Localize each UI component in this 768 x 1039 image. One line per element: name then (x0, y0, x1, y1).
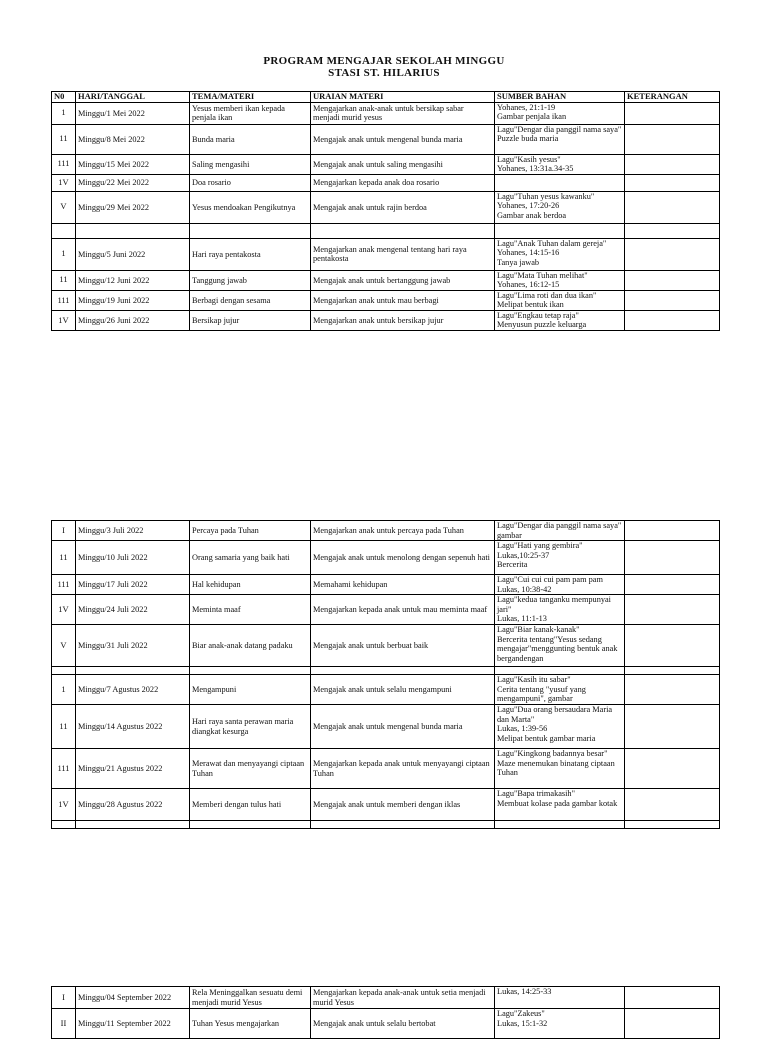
cell-theme: Mengampuni (190, 675, 311, 705)
document-subtitle: STASI ST. HILARIUS (328, 67, 440, 79)
header-description: URAIAN MATERI (311, 92, 495, 103)
cell-theme: Rela Meninggalkan sesuatu demi menjadi murid Yesus (190, 987, 311, 1009)
source-line: Lagu"Cui cui cui pam pam pam (497, 575, 603, 585)
schedule-table-may-june (51, 91, 720, 331)
table-row (52, 191, 720, 223)
cell-date: Minggu/12 Juni 2022 (76, 270, 190, 290)
source-line: Melipat bentuk gambar maria (497, 733, 596, 743)
cell-no (52, 821, 76, 829)
source-line: Lagu"Anak Tuhan dalam gereja" (497, 238, 607, 248)
cell-no: 1V (52, 310, 76, 330)
cell-date: Minggu/1 Mei 2022 (76, 102, 190, 124)
table-row (52, 102, 720, 124)
source-line: Maze menemukan binatang ciptaan Tuhan (497, 758, 615, 778)
cell-date: Minggu/31 Juli 2022 (76, 625, 190, 667)
table-row (52, 238, 720, 270)
cell-description: Mengajarkan anak mengenal tentang hari raya pentakosta (311, 238, 495, 270)
source-line: Lukas, 15:1-32 (497, 1018, 548, 1028)
cell-no: 111 (52, 749, 76, 789)
cell-theme: Tanggung jawab (190, 270, 311, 290)
cell-date (76, 667, 190, 675)
cell-notes (625, 595, 720, 625)
header-notes: KETERANGAN (625, 92, 720, 103)
cell-notes (625, 987, 720, 1009)
cell-description: Mengajarkan kepada anak untuk menyayangi ciptaan Tuhan (311, 749, 495, 789)
cell-theme: Hal kehidupan (190, 575, 311, 595)
table-row (52, 595, 720, 625)
header-row (52, 92, 720, 103)
cell-date: Minggu/28 Agustus 2022 (76, 789, 190, 821)
cell-source (495, 625, 625, 667)
source-line: Bercerita (497, 560, 528, 570)
cell-source (495, 270, 625, 290)
cell-no: 111 (52, 290, 76, 310)
cell-source (495, 705, 625, 749)
cell-source (495, 667, 625, 675)
cell-theme: Biar anak-anak datang padaku (190, 625, 311, 667)
cell-description (311, 223, 495, 238)
table-row (52, 625, 720, 667)
cell-source (495, 987, 625, 1009)
document-title: PROGRAM MENGAJAR SEKOLAH MINGGU (263, 55, 505, 67)
table-row (52, 821, 720, 829)
cell-theme: Doa rosario (190, 174, 311, 191)
cell-description: Mengajak anak untuk rajin berdoa (311, 191, 495, 223)
source-line: Gambar anak berdoa (497, 210, 567, 220)
cell-notes (625, 675, 720, 705)
source-line: Lagu"Mata Tuhan melihat" (497, 270, 588, 280)
cell-notes (625, 223, 720, 238)
cell-no: 1 (52, 238, 76, 270)
cell-no: 11 (52, 124, 76, 154)
cell-source (495, 124, 625, 154)
table-row (52, 310, 720, 330)
cell-no: 1V (52, 595, 76, 625)
cell-notes (625, 789, 720, 821)
cell-notes (625, 521, 720, 541)
cell-theme: Hari raya santa perawan maria diangkat kesurga (190, 705, 311, 749)
cell-description: Mengajak anak untuk selalu mengampuni (311, 675, 495, 705)
header-source: SUMBER BAHAN (495, 92, 625, 103)
cell-no: 11 (52, 541, 76, 575)
cell-source (495, 521, 625, 541)
cell-source (495, 575, 625, 595)
cell-no: 11 (52, 270, 76, 290)
header-theme: TEMA/MATERI (190, 92, 311, 103)
cell-date: Minggu/8 Mei 2022 (76, 124, 190, 154)
cell-no: 11 (52, 705, 76, 749)
source-line: Lagu"Dengar dia panggil nama saya" (497, 124, 622, 134)
cell-theme: Yesus memberi ikan kepada penjala ikan (190, 102, 311, 124)
source-line: Tanya jawab (497, 257, 540, 267)
cell-description (311, 667, 495, 675)
table-row (52, 987, 720, 1009)
cell-no: 1V (52, 789, 76, 821)
cell-description: Mengajak anak untuk mengenal bunda maria (311, 124, 495, 154)
source-line: Lagu"Bapa trimakasih" (497, 789, 575, 799)
cell-date: Minggu/11 September 2022 (76, 1009, 190, 1039)
table-row (52, 521, 720, 541)
cell-no: 1 (52, 675, 76, 705)
table-row (52, 675, 720, 705)
source-line: Lukas, 11:1-13 (497, 614, 547, 624)
cell-date: Minggu/21 Agustus 2022 (76, 749, 190, 789)
source-line: Lukas, 1:39-56 (497, 724, 548, 734)
cell-no: 1 (52, 102, 76, 124)
header-no: N0 (52, 92, 76, 103)
cell-description: Mengajarkan anak-anak untuk bersikap sabar menjadi murid yesus (311, 102, 495, 124)
source-line: Menyusun puzzle keluarga (497, 320, 587, 330)
source-line: Yohanes, 13:31a.34-35 (497, 164, 574, 174)
cell-date: Minggu/19 Juni 2022 (76, 290, 190, 310)
cell-source (495, 821, 625, 829)
table-row (52, 705, 720, 749)
cell-description: Mengajak anak untuk bertanggung jawab (311, 270, 495, 290)
schedule-table-july-august (51, 520, 720, 829)
cell-notes (625, 290, 720, 310)
cell-theme: Berbagi dengan sesama (190, 290, 311, 310)
cell-description: Mengajak anak untuk selalu bertobat (311, 1009, 495, 1039)
cell-date: Minggu/14 Agustus 2022 (76, 705, 190, 749)
source-line: Yohanes, 17:20-26 (497, 201, 560, 211)
table-row (52, 749, 720, 789)
cell-notes (625, 625, 720, 667)
cell-date: Minggu/24 Juli 2022 (76, 595, 190, 625)
cell-date: Minggu/26 Juni 2022 (76, 310, 190, 330)
source-line: Puzzle buda maria (497, 134, 559, 144)
cell-theme: Memberi dengan tulus hati (190, 789, 311, 821)
source-line: Lagu"Biar kanak-kanak" (497, 625, 580, 635)
cell-date: Minggu/7 Agustus 2022 (76, 675, 190, 705)
cell-no: 111 (52, 575, 76, 595)
source-line: Lagu"kedua tanganku mempunyai jari" (497, 595, 611, 614)
source-line: Lukas, 14:25-33 (497, 987, 552, 996)
cell-no: 1V (52, 174, 76, 191)
cell-source (495, 595, 625, 625)
cell-source (495, 174, 625, 191)
source-line: Lagu"Zakeus" (497, 1009, 545, 1018)
source-line: Lagu"Lima roti dan dua ikan" (497, 290, 597, 300)
schedule-table-september (51, 986, 720, 1039)
cell-source (495, 154, 625, 174)
source-line: Lagu"Kingkong badannya besar" (497, 749, 608, 759)
cell-description: Mengajarkan kepada anak doa rosario (311, 174, 495, 191)
source-line: Lukas,10:25-37 (497, 550, 550, 560)
source-line: Lukas, 10:38-42 (497, 584, 552, 594)
cell-description: Mengajarkan anak untuk mau berbagi (311, 290, 495, 310)
cell-no: I (52, 987, 76, 1009)
cell-description: Memahami kehidupan (311, 575, 495, 595)
source-line: Lagu"Kasih itu sabar" (497, 675, 571, 685)
table-row (52, 789, 720, 821)
cell-date (76, 223, 190, 238)
cell-date: Minggu/3 Juli 2022 (76, 521, 190, 541)
cell-theme (190, 667, 311, 675)
source-line: Yohanes, 21:1-19 (497, 102, 556, 112)
cell-no: II (52, 1009, 76, 1039)
cell-theme: Percaya pada Tuhan (190, 521, 311, 541)
source-line: Lagu"Dua orang bersaudara Maria dan Marta" (497, 705, 613, 724)
source-line: Lagu"Hati yang gembira" (497, 541, 583, 551)
source-line: Bercerita tentang"Yesus sedang mengajar"menggunting bentuk anak bergandengan (497, 634, 618, 663)
cell-date: Minggu/29 Mei 2022 (76, 191, 190, 223)
cell-description: Mengajak anak untuk saling mengasihi (311, 154, 495, 174)
cell-notes (625, 238, 720, 270)
cell-notes (625, 310, 720, 330)
cell-notes (625, 821, 720, 829)
cell-notes (625, 154, 720, 174)
table-row (52, 154, 720, 174)
cell-description (311, 821, 495, 829)
cell-theme: Meminta maaf (190, 595, 311, 625)
cell-no: V (52, 625, 76, 667)
source-line: Gambar penjala ikan (497, 112, 567, 122)
source-line: Yohanes, 16:12-15 (497, 280, 560, 290)
cell-source (495, 102, 625, 124)
cell-notes (625, 174, 720, 191)
cell-description: Mengajak anak untuk mengenal bunda maria (311, 705, 495, 749)
cell-theme: Bunda maria (190, 124, 311, 154)
cell-notes (625, 667, 720, 675)
cell-notes (625, 575, 720, 595)
cell-description: Mengajarkan anak untuk percaya pada Tuhan (311, 521, 495, 541)
cell-no (52, 223, 76, 238)
table-row (52, 575, 720, 595)
source-line: Lagu"Kasih yesus" (497, 154, 561, 164)
cell-source (495, 541, 625, 575)
cell-no: 111 (52, 154, 76, 174)
cell-notes (625, 270, 720, 290)
cell-theme: Saling mengasihi (190, 154, 311, 174)
cell-date: Minggu/04 September 2022 (76, 987, 190, 1009)
cell-description: Mengajarkan anak untuk bersikap jujur (311, 310, 495, 330)
cell-notes (625, 749, 720, 789)
cell-notes (625, 124, 720, 154)
cell-date (76, 821, 190, 829)
cell-source (495, 238, 625, 270)
cell-notes (625, 102, 720, 124)
cell-theme: Merawat dan menyayangi ciptaan Tuhan (190, 749, 311, 789)
cell-description: Mengajarkan kepada anak-anak untuk setia menjadi murid Yesus (311, 987, 495, 1009)
cell-theme: Bersikap jujur (190, 310, 311, 330)
source-line: Cerita tentang "yusuf yang mengampuni", gambar (497, 684, 586, 704)
source-line: Lagu"Tuhan yesus kawanku" (497, 191, 595, 201)
cell-source (495, 191, 625, 223)
table-row (52, 174, 720, 191)
cell-no: V (52, 191, 76, 223)
cell-date: Minggu/5 Juni 2022 (76, 238, 190, 270)
cell-theme: Hari raya pentakosta (190, 238, 311, 270)
cell-date: Minggu/10 Juli 2022 (76, 541, 190, 575)
cell-notes (625, 541, 720, 575)
header-date: HARI/TANGGAL (76, 92, 190, 103)
cell-description: Mengajak anak untuk memberi dengan iklas (311, 789, 495, 821)
source-line: Lagu"Dengar dia panggil nama saya" gambar (497, 521, 622, 540)
cell-notes (625, 191, 720, 223)
cell-description: Mengajak anak untuk menolong dengan sepenuh hati (311, 541, 495, 575)
cell-source (495, 290, 625, 310)
source-line: Melipat bentuk ikan (497, 300, 564, 310)
cell-description: Mengajarkan kepada anak untuk mau meminta maaf (311, 595, 495, 625)
source-line: Lagu"Engkau tetap raja" (497, 310, 579, 320)
table-row (52, 223, 720, 238)
cell-date: Minggu/15 Mei 2022 (76, 154, 190, 174)
cell-notes (625, 705, 720, 749)
cell-no: I (52, 521, 76, 541)
cell-theme: Orang samaria yang baik hati (190, 541, 311, 575)
table-row (52, 124, 720, 154)
source-line: Membuat kolase pada gambar kotak (497, 798, 618, 808)
cell-date: Minggu/22 Mei 2022 (76, 174, 190, 191)
cell-date: Minggu/17 Juli 2022 (76, 575, 190, 595)
cell-theme: Tuhan Yesus mengajarkan (190, 1009, 311, 1039)
cell-source (495, 749, 625, 789)
cell-theme: Yesus mendoakan Pengikutnya (190, 191, 311, 223)
cell-source (495, 789, 625, 821)
cell-source (495, 310, 625, 330)
table-row (52, 290, 720, 310)
table-row (52, 270, 720, 290)
table-row (52, 541, 720, 575)
cell-no (52, 667, 76, 675)
cell-theme (190, 821, 311, 829)
cell-source (495, 223, 625, 238)
cell-theme (190, 223, 311, 238)
source-line: Yohanes, 14:15-16 (497, 248, 560, 258)
cell-description: Mengajak anak untuk berbuat baik (311, 625, 495, 667)
table-row (52, 667, 720, 675)
cell-source (495, 675, 625, 705)
